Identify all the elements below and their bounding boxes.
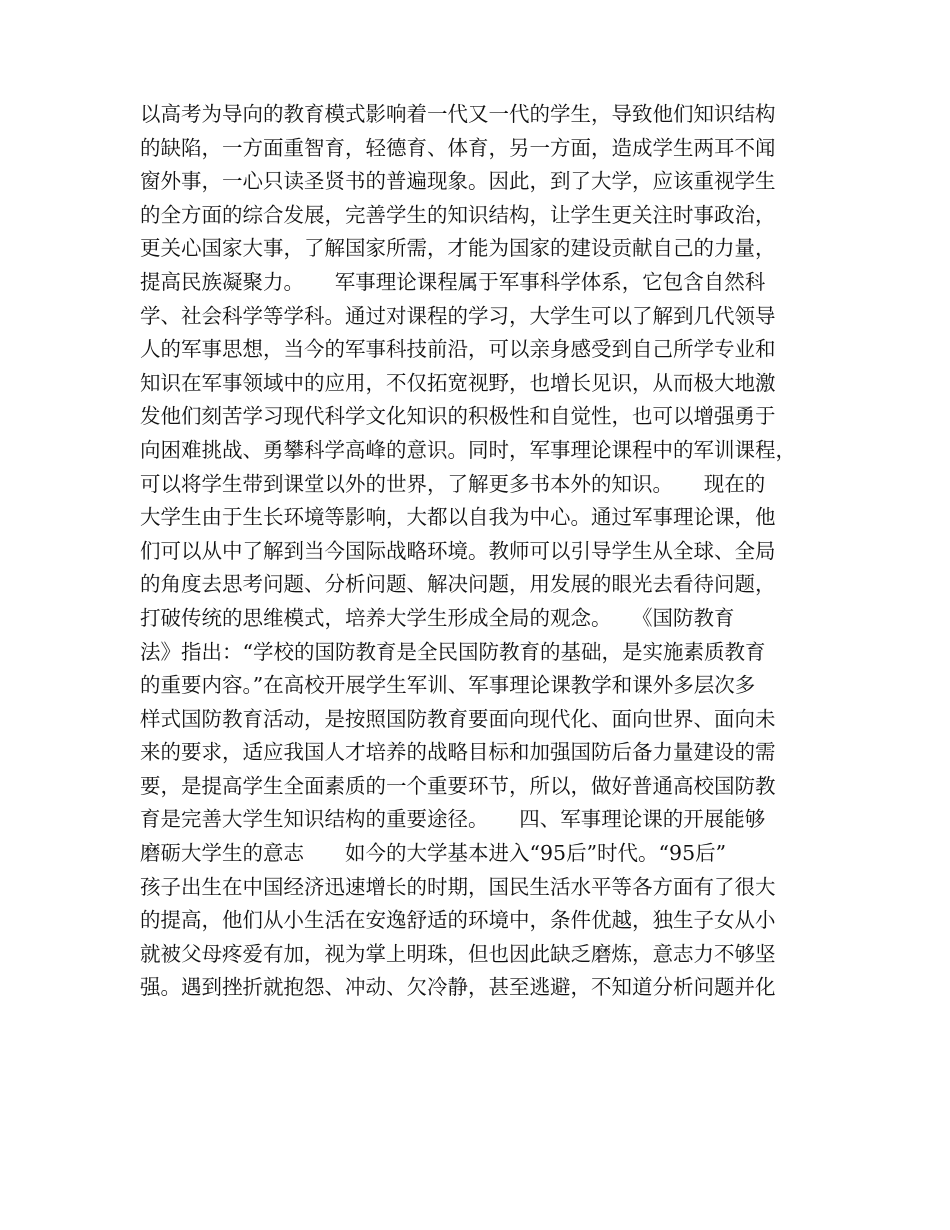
text-line: 大学生由于生长环境等影响，大都以自我为中心。通过军事理论课，他: [140, 505, 776, 530]
text-line: 的角度去思考问题、分析问题、解决问题，用发展的眼光去看待问题，: [140, 572, 776, 597]
text-line: 磨砺大学生的意志 如今的大学基本进入“95后”时代。“95后”: [140, 841, 727, 866]
text-line: 样式国防教育活动，是按照国防教育要面向现代化、面向世界、面向未: [140, 706, 776, 731]
text-line: 的缺陷，一方面重智育，轻德育、体育，另一方面，造成学生两耳不闻: [140, 135, 776, 160]
text-line: 孩子出生在中国经济迅速增长的时期，国民生活水平等各方面有了很大: [140, 874, 776, 899]
text-line: 更关心国家大事，了解国家所需，才能为国家的建设贡献自己的力量，: [140, 236, 776, 261]
text-line: 就被父母疼爱有加，视为掌上明珠，但也因此缺乏磨炼，意志力不够坚: [140, 941, 776, 966]
body-text: [140, 98, 830, 1005]
text-line: 学、社会科学等学科。通过对课程的学习，大学生可以了解到几代领导: [140, 303, 776, 328]
text-line: 来的要求，适应我国人才培养的战略目标和加强国防后备力量建设的需: [140, 740, 776, 765]
text-line: 窗外事，一心只读圣贤书的普遍现象。因此，到了大学，应该重视学生: [140, 169, 776, 194]
text-line: 要，是提高学生全面素质的一个重要环节，所以，做好普通高校国防教: [140, 773, 776, 798]
text-line: 发他们刻苦学习现代科学文化知识的积极性和自觉性，也可以增强勇于: [140, 404, 776, 429]
text-line: 们可以从中了解到当今国际战略环境。教师可以引导学生从全球、全局: [140, 538, 776, 563]
text-line: 的全方面的综合发展，完善学生的知识结构，让学生更关注时事政治，: [140, 202, 776, 227]
text-line: 的重要内容。”在高校开展学生军训、军事理论课教学和课外多层次多: [140, 673, 756, 698]
text-line: 法》指出：“学校的国防教育是全民国防教育的基础，是实施素质教育: [140, 639, 766, 664]
text-line: 向困难挑战、勇攀科学高峰的意识。同时，军事理论课程中的军训课程，: [140, 437, 796, 462]
text-line: 提高民族凝聚力。 军事理论课程属于军事科学体系，它包含自然科: [140, 269, 766, 294]
text-line: 打破传统的思维模式，培养大学生形成全局的观念。 《国防教育: [140, 605, 735, 630]
text-line: 强。遇到挫折就抱怨、冲动、欠冷静，甚至逃避，不知道分析问题并化: [140, 975, 776, 1000]
text-line: 的提高，他们从小生活在安逸舒适的环境中，条件优越，独生子女从小: [140, 908, 776, 933]
text-line: 育是完善大学生知识结构的重要途径。 四、军事理论课的开展能够: [140, 807, 766, 832]
text-line: 知识在军事领域中的应用，不仅拓宽视野，也增长见识，从而极大地激: [140, 370, 776, 395]
text-line: 可以将学生带到课堂以外的世界，了解更多书本外的知识。 现在的: [140, 471, 766, 496]
text-line: 人的军事思想，当今的军事科技前沿，可以亲身感受到自己所学专业和: [140, 337, 776, 362]
text-line: 以高考为导向的教育模式影响着一代又一代的学生，导致他们知识结构: [140, 102, 776, 126]
